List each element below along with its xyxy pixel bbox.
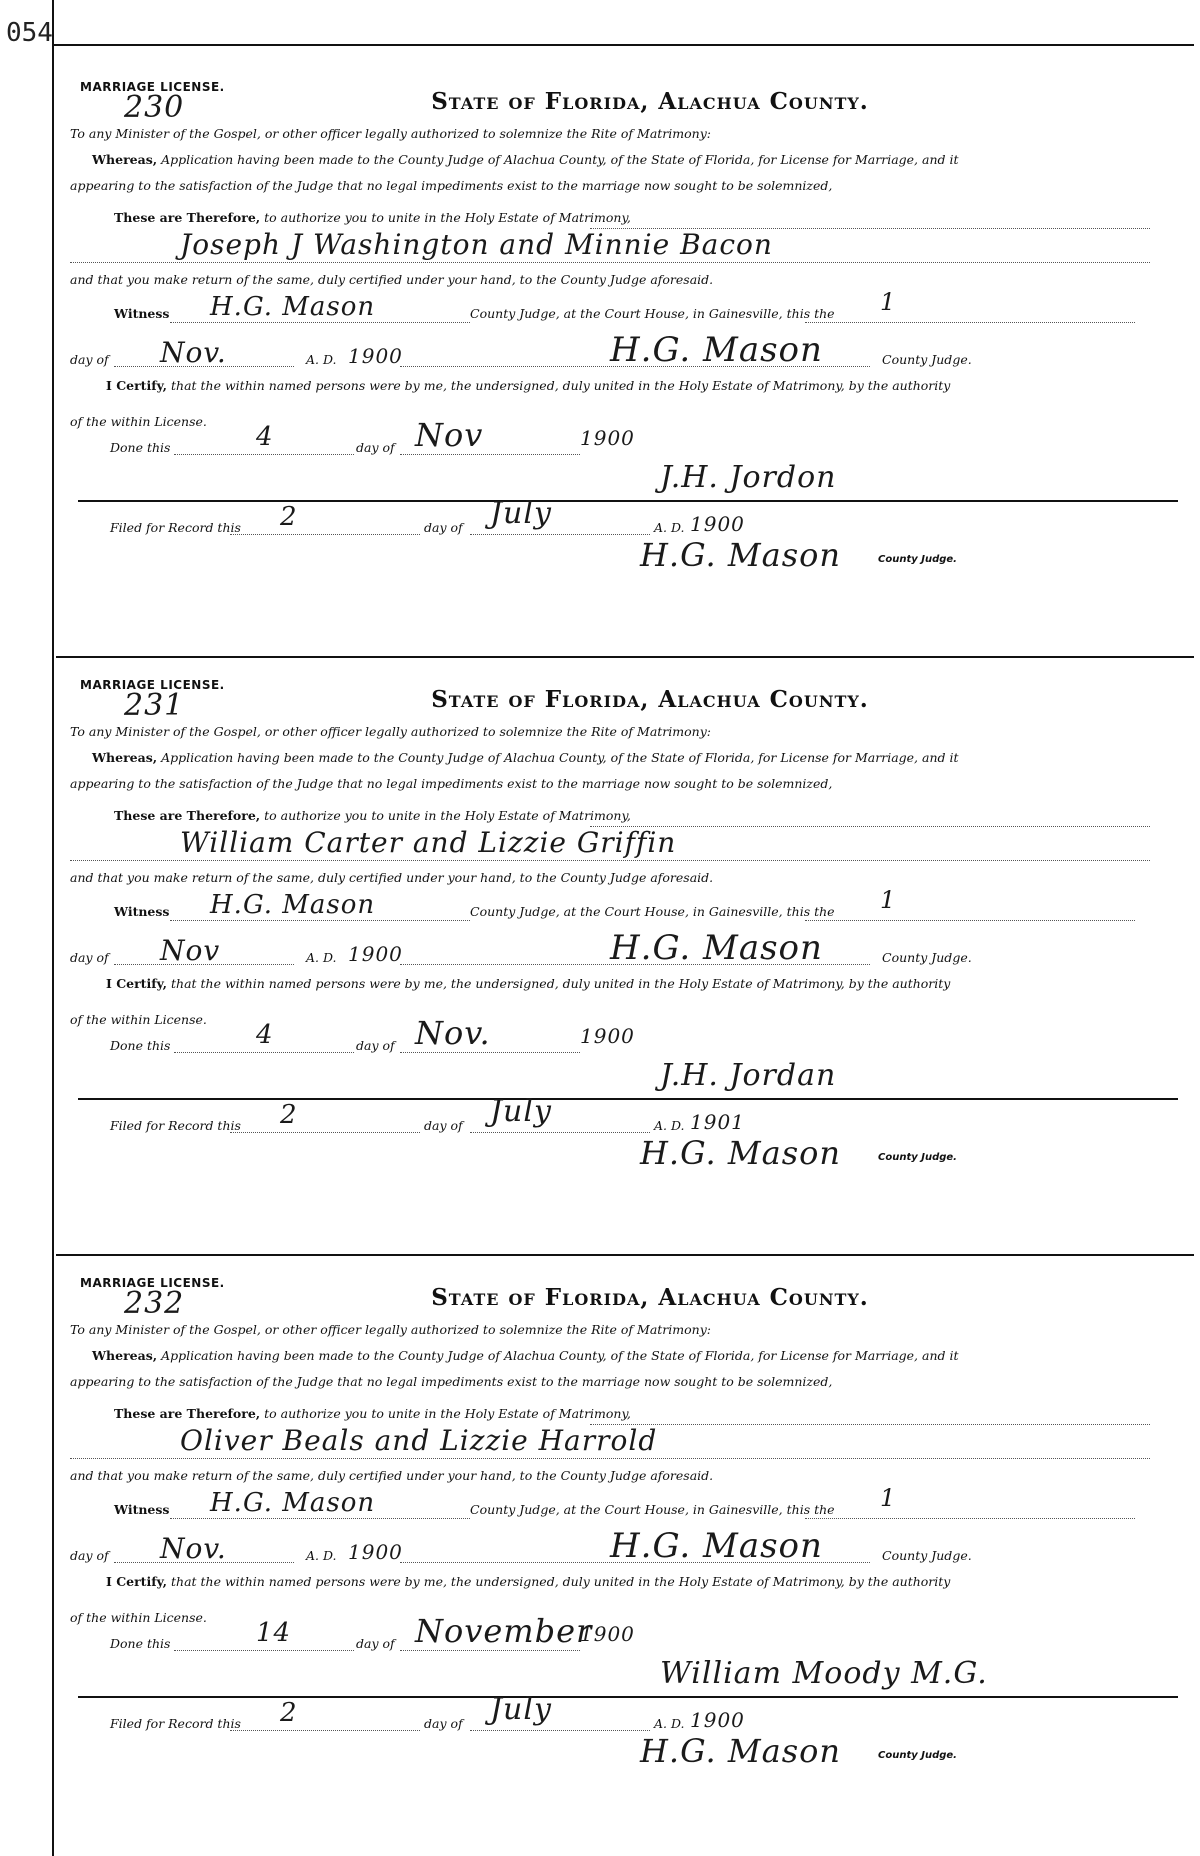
return-line: and that you make return of the same, duly certified under your hand, to the County Judge aforesaid.	[70, 1468, 714, 1483]
fill-rule	[174, 454, 354, 455]
page-number: 054	[6, 18, 53, 48]
return-line: and that you make return of the same, duly certified under your hand, to the County Judge aforesaid.	[70, 272, 714, 287]
filed-day: 2	[280, 1100, 298, 1130]
appearing-line: appearing to the satisfaction of the Judge that no legal impediments exist to the marriage now sought to be solemnized,	[70, 1374, 833, 1389]
fill-rule	[400, 1052, 580, 1053]
issue-year: 1900	[348, 942, 403, 966]
certify-line	[106, 1574, 950, 1589]
filed-day-of: day of	[424, 1118, 463, 1133]
return-line: and that you make return of the same, duly certified under your hand, to the County Judge aforesaid.	[70, 870, 714, 885]
done-month: Nov.	[415, 1014, 491, 1052]
fill-rule	[470, 1730, 650, 1731]
filed-day-of: day of	[424, 1716, 463, 1731]
done-day: 4	[256, 422, 274, 452]
filed-ad-label: A. D.	[654, 1716, 685, 1731]
judge-signature: H.G. Mason	[610, 1526, 823, 1566]
ad-label: A. D.	[306, 352, 337, 367]
left-border	[52, 0, 54, 1856]
filed-signature: H.G. Mason	[640, 1732, 841, 1770]
issue-month: Nov.	[160, 1532, 227, 1565]
license-label: MARRIAGE LICENSE.	[80, 80, 225, 94]
issue-day: 1	[880, 886, 897, 914]
witness-line	[114, 1502, 169, 1517]
whereas-word: Whereas,	[92, 750, 158, 765]
court-text: County Judge, at the Court House, in Gainesville, this the	[470, 904, 835, 919]
certify-word: I Certify,	[106, 976, 168, 991]
certify-line	[106, 976, 950, 991]
fill-rule	[170, 920, 470, 921]
certify-text: that the within named persons were by me, the undersigned, duly united in the Holy Estate of Matrimony, by the authority	[171, 976, 951, 991]
filed-month: July	[490, 496, 552, 531]
witness-line	[114, 306, 169, 321]
officiant-signature: J.H. Jordan	[660, 1058, 837, 1093]
done-day: 14	[256, 1618, 292, 1648]
marriage-license	[70, 658, 1180, 1256]
filed-signature: H.G. Mason	[640, 536, 841, 574]
appearing-line: appearing to the satisfaction of the Judge that no legal impediments exist to the marriage now sought to be solemnized,	[70, 776, 833, 791]
certify-text: that the within named persons were by me, the undersigned, duly united in the Holy Estate of Matrimony, by the authority	[171, 378, 951, 393]
day-of-label: day of	[70, 950, 109, 965]
fill-rule	[174, 1052, 354, 1053]
whereas-line	[92, 750, 959, 765]
witness-word: Witness	[114, 1502, 170, 1517]
these-text: to authorize you to unite in the Holy Estate of Matrimony,	[264, 1406, 631, 1421]
county-judge-small-label: County Judge.	[878, 1750, 957, 1761]
license-title: State of Florida, Alachua County.	[431, 1284, 869, 1311]
whereas-word: Whereas,	[92, 1348, 158, 1363]
these-word: These are Therefore,	[114, 1406, 261, 1421]
whereas-line	[92, 152, 959, 167]
license-label: MARRIAGE LICENSE.	[80, 1276, 225, 1290]
whereas-text: Application having been made to the County Judge of Alachua County, of the State of Florida, for License for Marriage, and it	[161, 750, 959, 765]
fill-rule	[70, 262, 1150, 263]
address-line: To any Minister of the Gospel, or other officer legally authorized to solemnize the Rite of Matrimony:	[70, 1322, 711, 1337]
filed-ad-label: A. D.	[654, 1118, 685, 1133]
license-divider	[78, 1098, 1178, 1100]
day-of-label: day of	[70, 1548, 109, 1563]
issue-day: 1	[880, 288, 897, 316]
license-number: 232	[124, 1286, 185, 1321]
done-day: 4	[256, 1020, 274, 1050]
county-judge-small-label: County Judge.	[878, 1152, 957, 1163]
fill-rule	[470, 1132, 650, 1133]
fill-rule	[805, 322, 1135, 323]
whereas-text: Application having been made to the County Judge of Alachua County, of the State of Florida, for License for Marriage, and it	[161, 152, 959, 167]
certify-word: I Certify,	[106, 1574, 168, 1589]
fill-rule	[70, 860, 1150, 861]
done-year: 1900	[580, 426, 635, 450]
couple-names: Oliver Beals and Lizzie Harrold	[180, 1424, 658, 1457]
ad-label: A. D.	[306, 1548, 337, 1563]
fill-rule	[174, 1650, 354, 1651]
filed-label: Filed for Record this	[110, 520, 241, 535]
fill-rule	[400, 454, 580, 455]
fill-rule	[805, 920, 1135, 921]
done-day-of: day of	[356, 1636, 395, 1651]
witness-signature: H.G. Mason	[210, 1488, 376, 1518]
ad-label: A. D.	[306, 950, 337, 965]
fill-rule	[400, 1650, 580, 1651]
officiant-signature: William Moody M.G.	[660, 1656, 988, 1691]
fill-rule	[70, 1458, 1150, 1459]
license-divider	[78, 1696, 1178, 1698]
fill-rule	[470, 534, 650, 535]
county-judge-label: County Judge.	[882, 950, 972, 965]
fill-rule	[230, 534, 420, 535]
whereas-line	[92, 1348, 959, 1363]
court-text: County Judge, at the Court House, in Gainesville, this the	[470, 1502, 835, 1517]
done-day-of: day of	[356, 1038, 395, 1053]
license-title: State of Florida, Alachua County.	[431, 686, 869, 713]
fill-rule	[590, 1424, 1150, 1425]
filed-year: 1901	[690, 1110, 745, 1134]
fill-rule	[805, 1518, 1135, 1519]
these-line	[114, 1406, 631, 1421]
officiant-signature: J.H. Jordon	[660, 460, 837, 495]
fill-rule	[170, 1518, 470, 1519]
judge-signature: H.G. Mason	[610, 330, 823, 370]
couple-names: William Carter and Lizzie Griffin	[180, 826, 677, 859]
done-year: 1900	[580, 1622, 635, 1646]
filed-label: Filed for Record this	[110, 1716, 241, 1731]
filed-month: July	[490, 1094, 552, 1129]
county-judge-label: County Judge.	[882, 1548, 972, 1563]
address-line: To any Minister of the Gospel, or other officer legally authorized to solemnize the Rite of Matrimony:	[70, 724, 711, 739]
witness-line	[114, 904, 169, 919]
done-month: Nov	[415, 416, 484, 454]
filed-day: 2	[280, 502, 298, 532]
fill-rule	[230, 1132, 420, 1133]
within-license-line: of the within License.	[70, 1610, 207, 1625]
within-license-line: of the within License.	[70, 1012, 207, 1027]
issue-month: Nov	[160, 934, 221, 967]
certify-word: I Certify,	[106, 378, 168, 393]
issue-day: 1	[880, 1484, 897, 1512]
license-title: State of Florida, Alachua County.	[431, 88, 869, 115]
witness-signature: H.G. Mason	[210, 890, 376, 920]
license-number: 231	[124, 688, 185, 723]
license-label: MARRIAGE LICENSE.	[80, 678, 225, 692]
these-text: to authorize you to unite in the Holy Estate of Matrimony,	[264, 808, 631, 823]
done-label: Done this	[110, 1636, 171, 1651]
license-number: 230	[124, 90, 185, 125]
filed-label: Filed for Record this	[110, 1118, 241, 1133]
certify-text: that the within named persons were by me, the undersigned, duly united in the Holy Estate of Matrimony, by the authority	[171, 1574, 951, 1589]
done-year: 1900	[580, 1024, 635, 1048]
done-label: Done this	[110, 1038, 171, 1053]
marriage-license	[70, 1256, 1180, 1854]
marriage-license	[70, 60, 1180, 658]
filed-year: 1900	[690, 512, 745, 536]
county-judge-small-label: County Judge.	[878, 554, 957, 565]
filed-signature: H.G. Mason	[640, 1134, 841, 1172]
witness-word: Witness	[114, 306, 170, 321]
these-line	[114, 808, 631, 823]
whereas-text: Application having been made to the County Judge of Alachua County, of the State of Florida, for License for Marriage, and it	[161, 1348, 959, 1363]
issue-month: Nov.	[160, 336, 227, 369]
done-month: November	[415, 1612, 593, 1650]
filed-ad-label: A. D.	[654, 520, 685, 535]
top-border	[52, 44, 1194, 46]
county-judge-label: County Judge.	[882, 352, 972, 367]
fill-rule	[230, 1730, 420, 1731]
these-line	[114, 210, 631, 225]
these-text: to authorize you to unite in the Holy Estate of Matrimony,	[264, 210, 631, 225]
address-line: To any Minister of the Gospel, or other officer legally authorized to solemnize the Rite of Matrimony:	[70, 126, 711, 141]
done-label: Done this	[110, 440, 171, 455]
couple-names: Joseph J Washington and Minnie Bacon	[180, 228, 773, 261]
court-text: County Judge, at the Court House, in Gainesville, this the	[470, 306, 835, 321]
fill-rule	[170, 322, 470, 323]
these-word: These are Therefore,	[114, 808, 261, 823]
filed-day-of: day of	[424, 520, 463, 535]
filed-month: July	[490, 1692, 552, 1727]
issue-year: 1900	[348, 344, 403, 368]
issue-year: 1900	[348, 1540, 403, 1564]
these-word: These are Therefore,	[114, 210, 261, 225]
within-license-line: of the within License.	[70, 414, 207, 429]
appearing-line: appearing to the satisfaction of the Judge that no legal impediments exist to the marriage now sought to be solemnized,	[70, 178, 833, 193]
filed-day: 2	[280, 1698, 298, 1728]
judge-signature: H.G. Mason	[610, 928, 823, 968]
done-day-of: day of	[356, 440, 395, 455]
day-of-label: day of	[70, 352, 109, 367]
witness-word: Witness	[114, 904, 170, 919]
witness-signature: H.G. Mason	[210, 292, 376, 322]
license-divider	[78, 500, 1178, 502]
whereas-word: Whereas,	[92, 152, 158, 167]
filed-year: 1900	[690, 1708, 745, 1732]
certify-line	[106, 378, 950, 393]
